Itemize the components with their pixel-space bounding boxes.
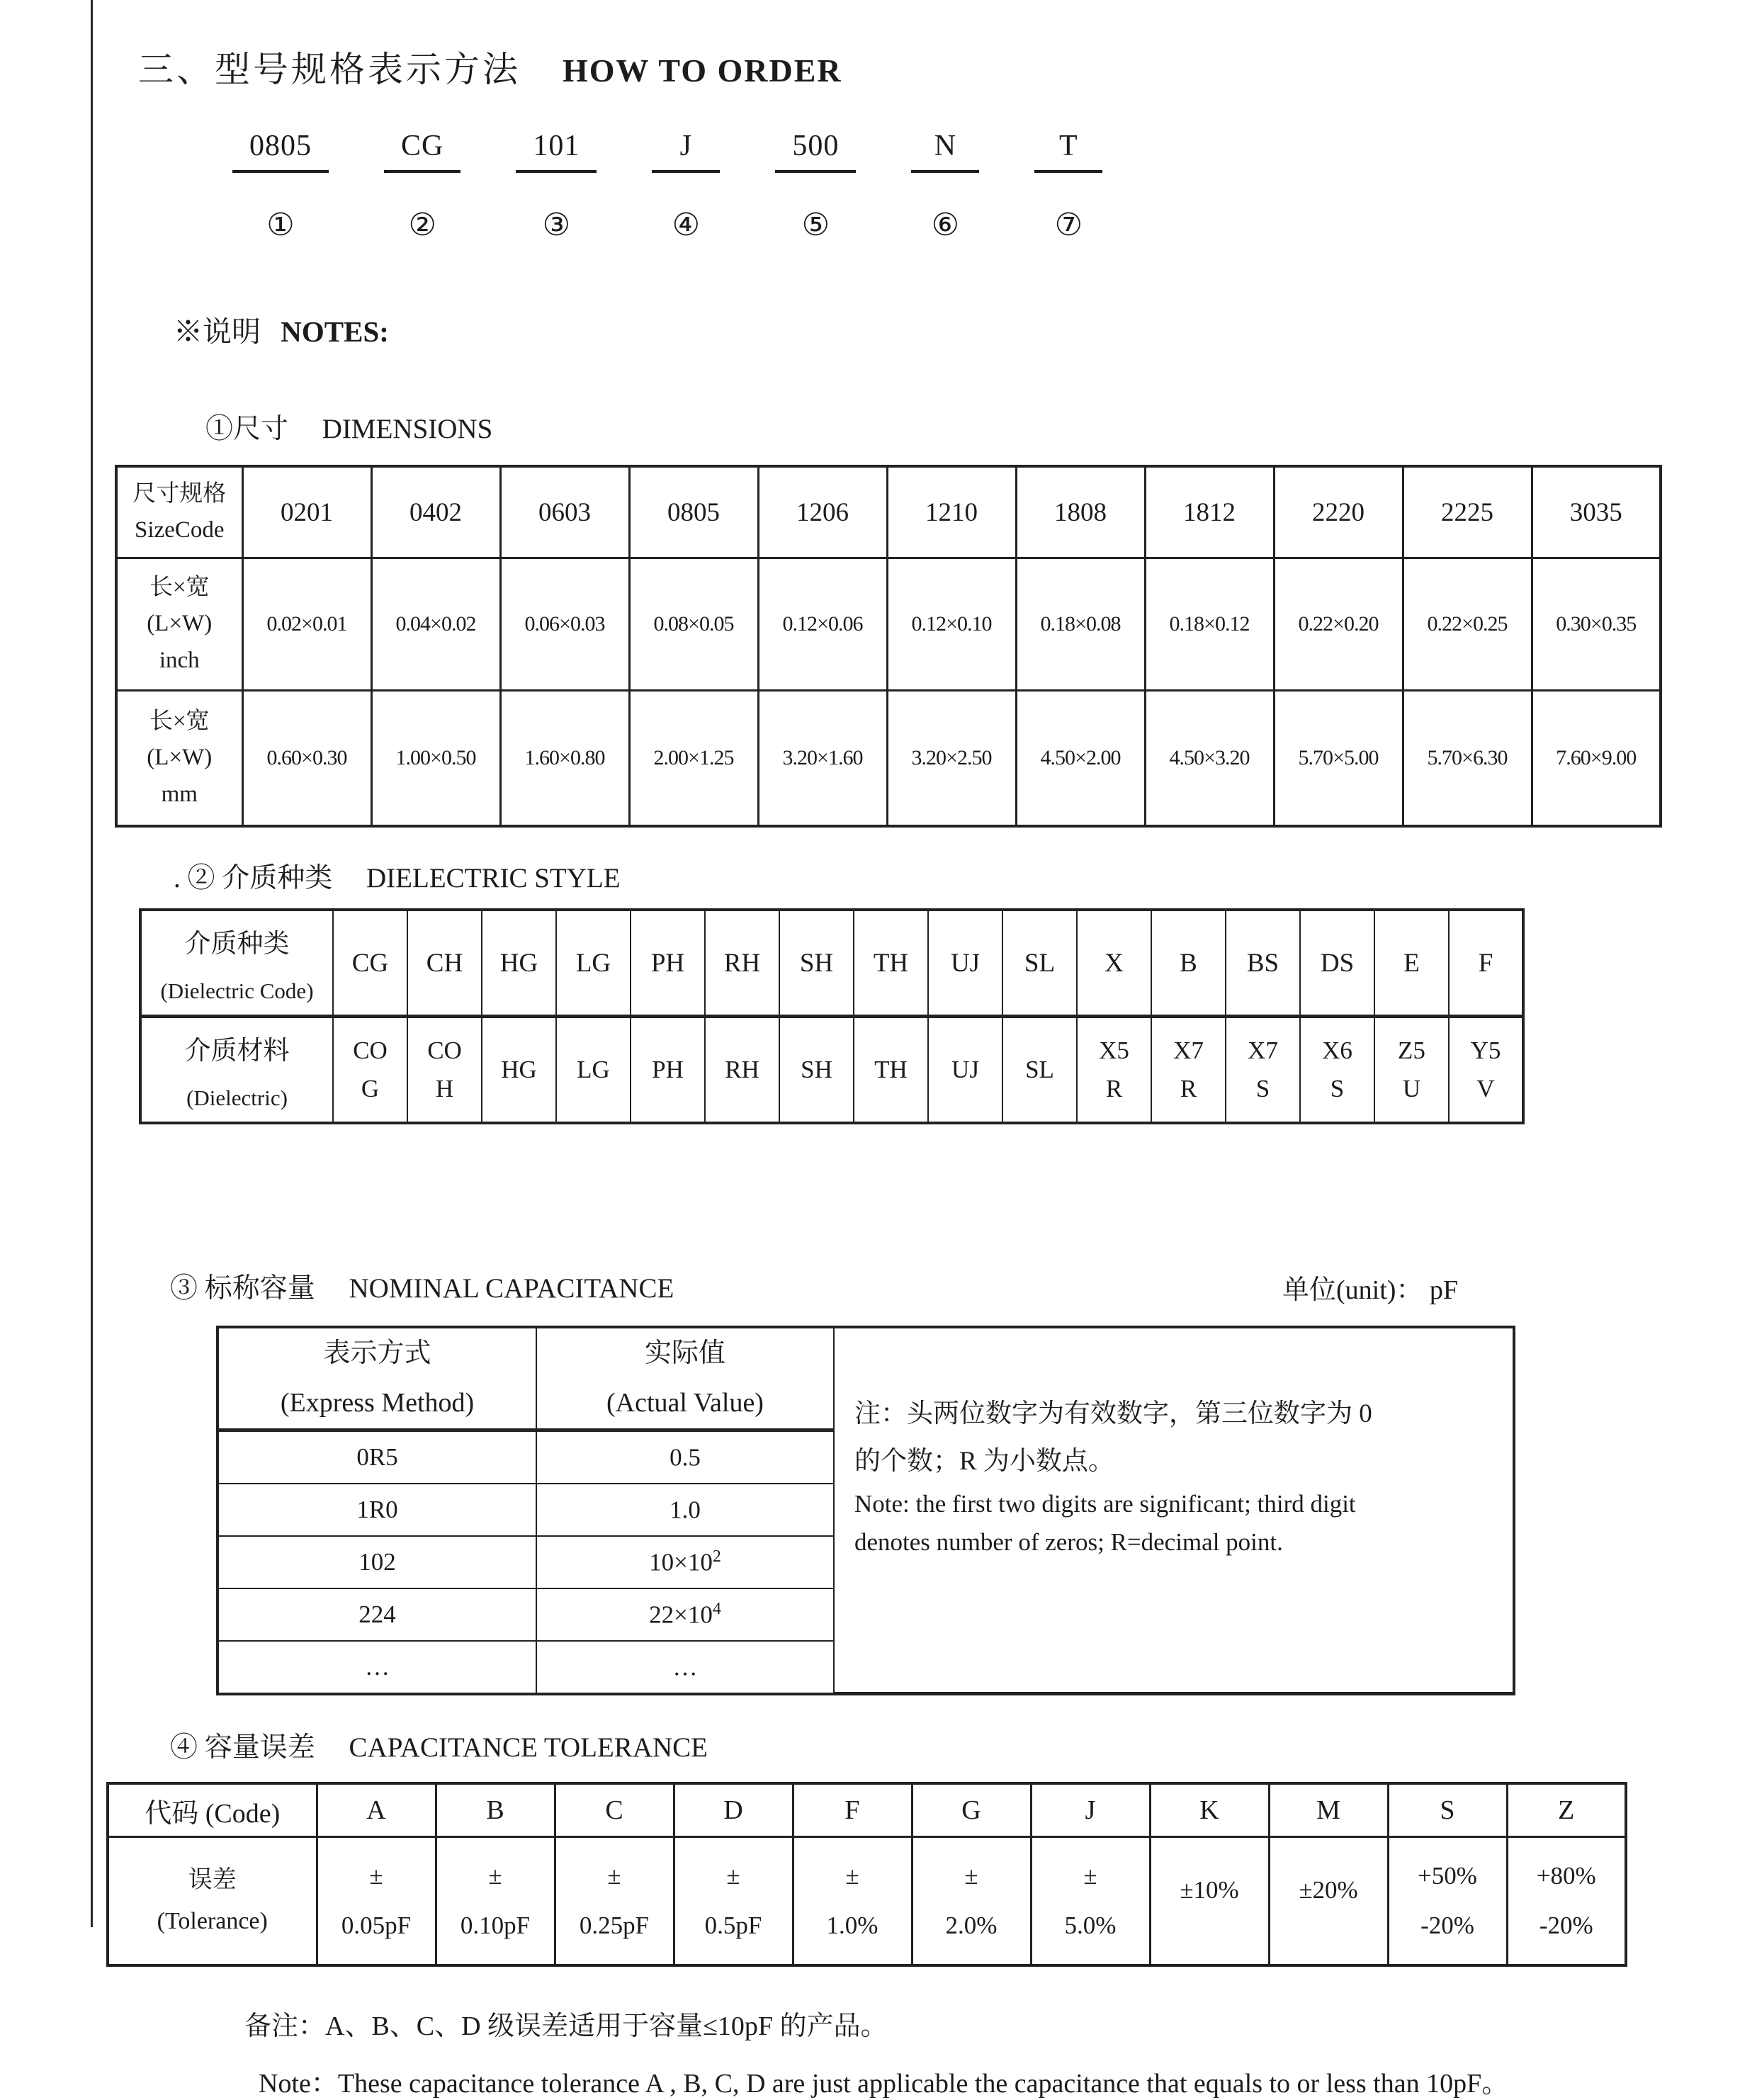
dielectric-code-cell: UJ	[928, 910, 1002, 1017]
size-code-cell: 2220	[1274, 466, 1403, 558]
nominal-note-cell	[834, 1327, 1514, 1694]
nominal-heading-en: NOMINAL CAPACITANCE	[349, 1273, 674, 1304]
inch-value-cell: 0.04×0.02	[371, 558, 500, 691]
dielectric-material-cell: X5 R	[1077, 1017, 1151, 1124]
dielectric-heading-cn: . ② 介质种类	[174, 863, 333, 893]
size-code-cell: 0402	[371, 466, 500, 558]
tolerance-label-en: (Tolerance)	[157, 1908, 268, 1935]
inch-value-cell: 0.30×0.35	[1532, 558, 1661, 691]
inch-label-line3: inch	[159, 647, 200, 673]
note-line-en1: Note: the first two digits are significant; third digit	[854, 1490, 1356, 1518]
dielectric-material-cell: X6 S	[1300, 1017, 1374, 1124]
footer-remark-cn: 备注：A、B、C、D 级误差适用于容量≤10pF 的产品。	[244, 2011, 888, 2042]
dimensions-heading-cn: ①尺寸	[205, 414, 289, 444]
page-title	[138, 41, 1700, 92]
dielectric-code-cell: DS	[1300, 910, 1374, 1017]
dielectric-material-cell: Z5 U	[1374, 1017, 1449, 1124]
dimensions-header-row	[116, 466, 1661, 558]
inch-value-cell: 0.08×0.05	[629, 558, 758, 691]
tolerance-table	[106, 1782, 1627, 1967]
tolerance-value-cell: ±10%	[1150, 1837, 1269, 1966]
dielectric-code-label-cn: 介质种类	[184, 930, 290, 959]
dielectric-table	[139, 908, 1525, 1124]
mm-value-cell: 7.60×9.00	[1532, 691, 1661, 827]
tolerance-heading-cn: ④ 容量误差	[170, 1732, 315, 1763]
inch-row-label	[116, 558, 242, 691]
dielectric-code-cell: E	[1374, 910, 1449, 1017]
dielectric-material-cell: LG	[556, 1017, 631, 1124]
tolerance-code-cell: M	[1269, 1783, 1388, 1837]
mm-label-line3: mm	[161, 781, 198, 807]
tolerance-value-cell: ± 0.5pF	[674, 1837, 793, 1966]
mm-value-cell: 4.50×3.20	[1145, 691, 1274, 827]
dielectric-code-cell: CH	[407, 910, 482, 1017]
mm-value-cell: 4.50×2.00	[1016, 691, 1145, 827]
order-code-value: 500	[775, 129, 856, 173]
dielectric-material-cell: UJ	[928, 1017, 1002, 1124]
mm-value-cell: 3.20×2.50	[887, 691, 1016, 827]
mm-label-line2: (L×W)	[147, 745, 213, 771]
dielectric-material-cell: TH	[854, 1017, 928, 1124]
order-code-value: 0805	[232, 129, 329, 173]
tolerance-value-cell: ± 5.0%	[1031, 1837, 1150, 1966]
actual-value-cell: $22\times 10^4$	[536, 1588, 834, 1641]
page-left-border	[91, 0, 93, 1927]
dielectric-material-cell: X7 S	[1226, 1017, 1300, 1124]
tolerance-code-cell: C	[555, 1783, 674, 1837]
dimensions-table	[115, 465, 1662, 828]
dielectric-material-cell: RH	[705, 1017, 779, 1124]
actual-value-cell: 0.5	[536, 1430, 834, 1484]
size-code-label-cn: 尺寸规格	[132, 480, 227, 507]
tolerance-code-cell: D	[674, 1783, 793, 1837]
mm-label-line1: 长×宽	[149, 709, 210, 735]
dielectric-code-cell: X	[1077, 910, 1151, 1017]
nominal-capacitance-table	[216, 1326, 1515, 1695]
dielectric-code-cell: TH	[854, 910, 928, 1017]
note-line-cn2: 的个数；R 为小数点。	[854, 1446, 1114, 1476]
dielectric-material-cell: X7 R	[1151, 1017, 1226, 1124]
tolerance-code-label: 代码 (Code)	[108, 1783, 317, 1837]
order-code-index: ⑤	[801, 207, 830, 243]
footer-note-en: Note：These capacitance tolerance A , B, C, D are just applicable the capacitance that equals to or less than 10pF。	[259, 2069, 1509, 2099]
mm-value-cell: 5.70×5.00	[1274, 691, 1403, 827]
dielectric-code-cell: RH	[705, 910, 779, 1017]
inch-value-cell: 0.12×0.06	[758, 558, 887, 691]
mm-value-cell: 3.20×1.60	[758, 691, 887, 827]
dimensions-heading	[205, 407, 1700, 446]
order-code-part-3	[516, 129, 597, 243]
dielectric-code-cell: F	[1449, 910, 1523, 1017]
size-code-cell: 1812	[1145, 466, 1274, 558]
order-code-row	[232, 129, 1700, 243]
inch-value-cell: 0.18×0.08	[1016, 558, 1145, 691]
dielectric-heading	[174, 856, 1700, 896]
dielectric-code-cell: LG	[556, 910, 631, 1017]
order-code-index: ⑦	[1054, 207, 1083, 243]
order-code-index: ④	[672, 207, 701, 243]
dielectric-material-label-cn: 介质材料	[184, 1037, 290, 1066]
express-method-header	[217, 1327, 536, 1430]
note-line-cn1: 注：头两位数字为有效数字，第三位数字为 0	[854, 1399, 1372, 1428]
inch-value-cell: 0.18×0.12	[1145, 558, 1274, 691]
tolerance-value-cell: +80% -20%	[1507, 1837, 1626, 1966]
dielectric-material-cell: PH	[631, 1017, 705, 1124]
order-code-part-6	[911, 129, 979, 243]
order-code-index: ③	[542, 207, 571, 243]
inch-label-line2: (L×W)	[147, 611, 213, 637]
tolerance-code-cell: B	[436, 1783, 555, 1837]
mm-value-cell: 5.70×6.30	[1403, 691, 1532, 827]
dielectric-code-cell: SH	[779, 910, 854, 1017]
order-code-value: N	[911, 129, 979, 173]
dielectric-code-cell: B	[1151, 910, 1226, 1017]
tolerance-code-cell: Z	[1507, 1783, 1626, 1837]
size-code-cell: 1206	[758, 466, 887, 558]
inch-value-cell: 0.06×0.03	[500, 558, 629, 691]
order-code-index: ⑥	[931, 207, 960, 243]
tolerance-code-cell: S	[1388, 1783, 1507, 1837]
size-code-cell: 2225	[1403, 466, 1532, 558]
tolerance-heading	[170, 1725, 1700, 1765]
mm-value-cell: 1.60×0.80	[500, 691, 629, 827]
actual-value-header	[536, 1327, 834, 1430]
tolerance-code-cell: G	[912, 1783, 1031, 1837]
express-value-cell: …	[217, 1641, 536, 1694]
order-code-value: J	[652, 129, 720, 173]
notes-heading-cn: ※说明	[174, 315, 261, 348]
tolerance-value-cell: ± 0.25pF	[555, 1837, 674, 1966]
page-content	[113, 0, 1700, 2100]
mm-row-label	[116, 691, 242, 827]
dimensions-inch-row	[116, 558, 1661, 691]
order-code-value: 101	[516, 129, 597, 173]
actual-value-cell: $10\times 10^2$	[536, 1536, 834, 1588]
tolerance-value-cell: ±20%	[1269, 1837, 1388, 1966]
tolerance-heading-en: CAPACITANCE TOLERANCE	[349, 1732, 708, 1763]
dielectric-material-cell: SL	[1002, 1017, 1077, 1124]
dielectric-material-cell: CO H	[407, 1017, 482, 1124]
express-value-cell: 0R5	[217, 1430, 536, 1484]
inch-value-cell: 0.22×0.25	[1403, 558, 1532, 691]
order-code-part-2	[384, 129, 461, 243]
nominal-heading-cn: ③ 标称容量	[170, 1273, 315, 1304]
tolerance-label-cn: 误差	[188, 1867, 237, 1894]
dielectric-code-label	[140, 910, 333, 1017]
inch-value-cell: 0.02×0.01	[242, 558, 371, 691]
express-value-cell: 1R0	[217, 1484, 536, 1536]
express-value-cell: 224	[217, 1588, 536, 1641]
dielectric-material-label-en: (Dielectric)	[186, 1085, 288, 1110]
order-code-value: CG	[384, 129, 461, 173]
order-code-part-1	[232, 129, 329, 243]
inch-value-cell: 0.22×0.20	[1274, 558, 1403, 691]
mm-value-cell: 2.00×1.25	[629, 691, 758, 827]
inch-label-line1: 长×宽	[149, 575, 210, 601]
size-code-cell: 0805	[629, 466, 758, 558]
express-value-cell: 102	[217, 1536, 536, 1588]
nominal-heading	[170, 1266, 1700, 1306]
mm-value-cell: 0.60×0.30	[242, 691, 371, 827]
nominal-header-row	[217, 1327, 1514, 1430]
tolerance-value-cell: ± 0.05pF	[317, 1837, 436, 1966]
tolerance-code-cell: J	[1031, 1783, 1150, 1837]
dielectric-material-cell: HG	[482, 1017, 556, 1124]
order-code-part-7	[1034, 129, 1102, 243]
tolerance-code-cell: A	[317, 1783, 436, 1837]
dielectric-heading-en: DIELECTRIC STYLE	[366, 863, 621, 893]
size-code-cell: 1210	[887, 466, 1016, 558]
dielectric-material-cell: CO G	[333, 1017, 407, 1124]
tolerance-header-row	[108, 1783, 1626, 1837]
tolerance-value-cell: ± 2.0%	[912, 1837, 1031, 1966]
unit-label: 单位(unit)： pF	[1282, 1275, 1459, 1305]
dimensions-mm-row	[116, 691, 1661, 827]
size-code-cell: 3035	[1532, 466, 1661, 558]
tolerance-code-cell: K	[1150, 1783, 1269, 1837]
order-code-part-5	[775, 129, 856, 243]
dielectric-code-cell: CG	[333, 910, 407, 1017]
dielectric-code-cell: SL	[1002, 910, 1077, 1017]
express-method-en: (Express Method)	[280, 1388, 475, 1418]
tolerance-value-cell: ± 0.10pF	[436, 1837, 555, 1966]
size-code-label-en: SizeCode	[135, 517, 225, 543]
note-line-en2: denotes number of zeros; R=decimal point.	[854, 1528, 1283, 1557]
page-title-cn: 三、型号规格表示方法	[138, 50, 521, 89]
dielectric-material-label	[140, 1017, 333, 1124]
actual-value-cell: 1.0	[536, 1484, 834, 1536]
actual-value-en: (Actual Value)	[606, 1388, 764, 1418]
tolerance-row-label	[108, 1837, 317, 1966]
dielectric-code-cell: HG	[482, 910, 556, 1017]
size-code-cell: 1808	[1016, 466, 1145, 558]
express-method-cn: 表示方式	[323, 1338, 431, 1368]
dielectric-code-cell: PH	[631, 910, 705, 1017]
size-code-cell: 0603	[500, 466, 629, 558]
tolerance-value-cell: +50% -20%	[1388, 1837, 1507, 1966]
actual-value-cell: …	[536, 1641, 834, 1694]
size-code-cell: 0201	[242, 466, 371, 558]
size-code-header-cell	[116, 466, 242, 558]
notes-heading-en: NOTES:	[281, 315, 389, 348]
tolerance-value-row	[108, 1837, 1626, 1966]
actual-value-cn: 实际值	[644, 1338, 725, 1368]
order-code-index: ①	[266, 207, 295, 243]
page-title-en: HOW TO ORDER	[563, 52, 842, 89]
mm-value-cell: 1.00×0.50	[371, 691, 500, 827]
tolerance-value-cell: ± 1.0%	[793, 1837, 912, 1966]
inch-value-cell: 0.12×0.10	[887, 558, 1016, 691]
dielectric-code-row	[140, 910, 1523, 1017]
dimensions-heading-en: DIMENSIONS	[322, 414, 493, 444]
order-code-part-4	[652, 129, 720, 243]
notes-heading	[174, 308, 1700, 350]
dielectric-code-label-en: (Dielectric Code)	[160, 978, 314, 1003]
order-code-value: T	[1034, 129, 1102, 173]
dielectric-material-cell: Y5 V	[1449, 1017, 1523, 1124]
tolerance-code-cell: F	[793, 1783, 912, 1837]
order-code-index: ②	[408, 207, 436, 243]
dielectric-material-row	[140, 1017, 1523, 1124]
dielectric-material-cell: SH	[779, 1017, 854, 1124]
dielectric-code-cell: BS	[1226, 910, 1300, 1017]
